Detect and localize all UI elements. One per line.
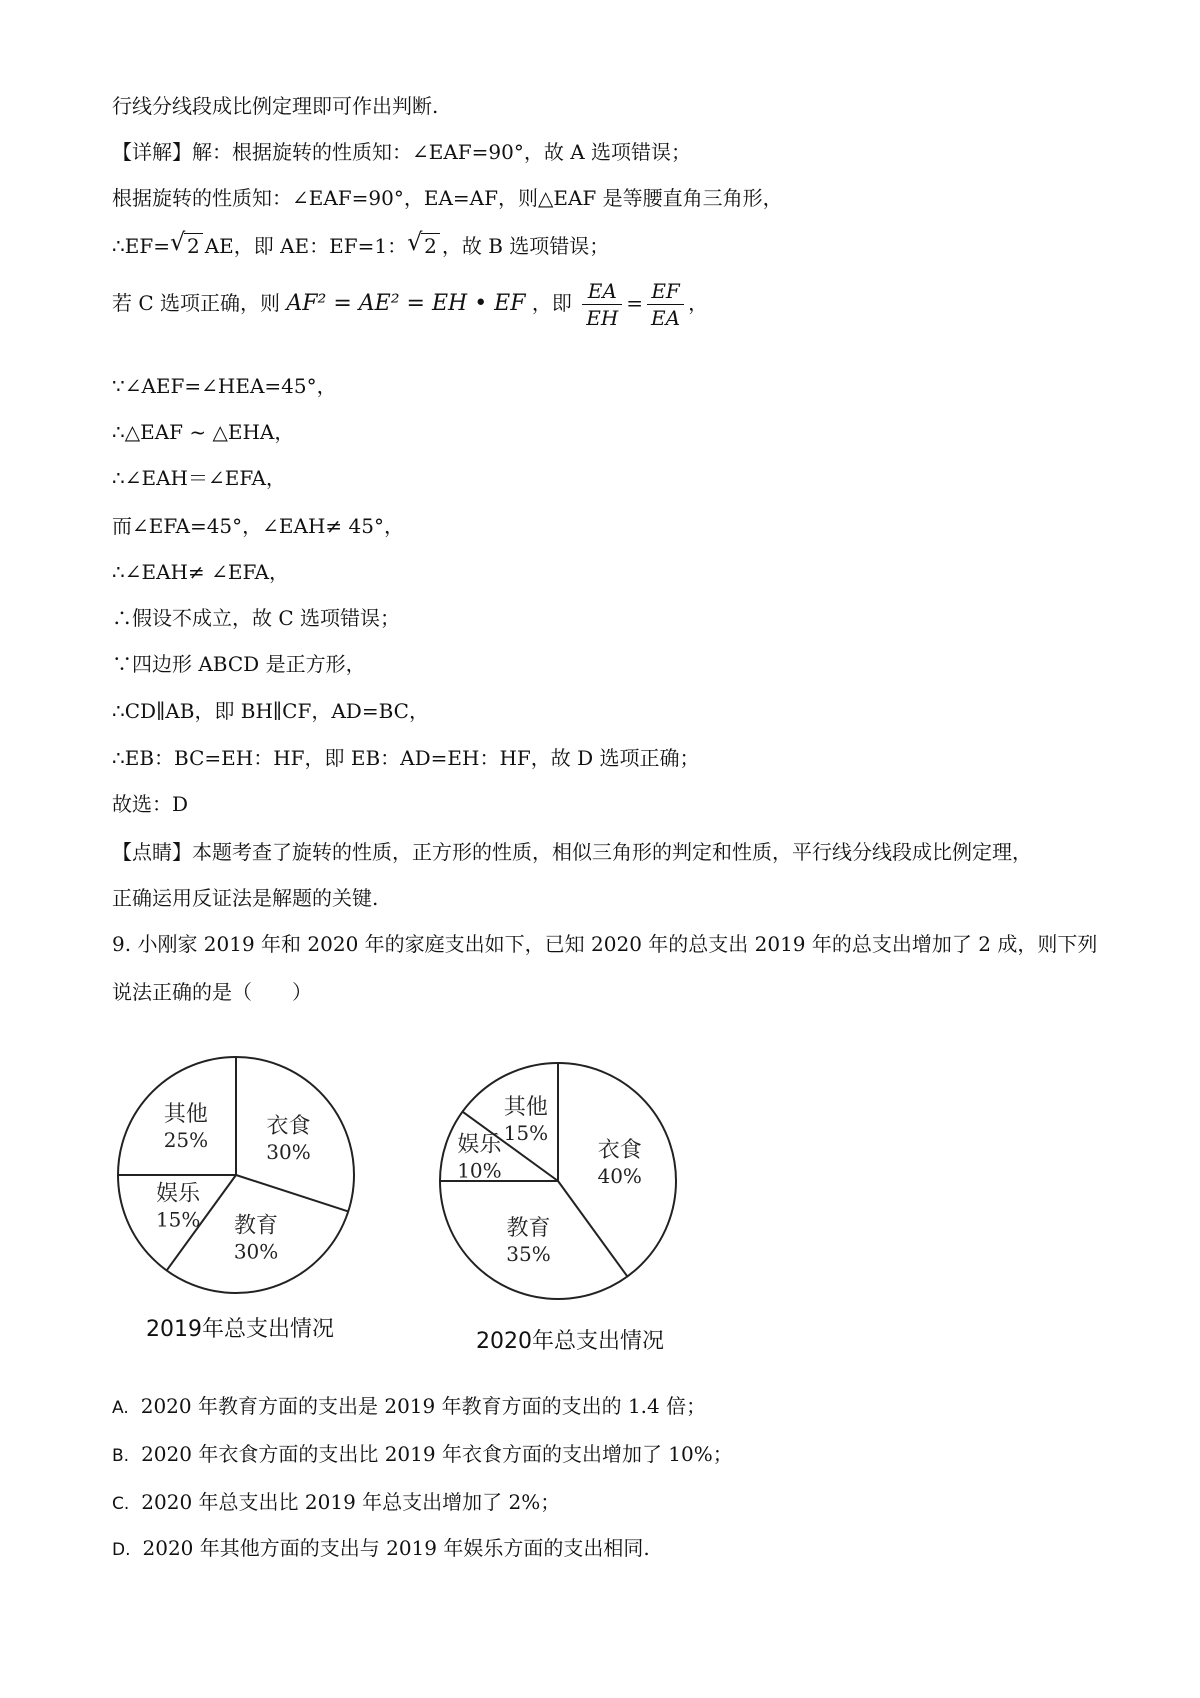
option-text: 2020 年其他方面的支出与 2019 年娱乐方面的支出相同.	[142, 1536, 650, 1560]
text-line: ∴假设不成立，故 C 选项错误；	[112, 606, 401, 630]
pie-slice-percent: 10%	[457, 1158, 502, 1183]
text-line: 【详解】解：根据旋转的性质知：∠EAF=90°，故 A 选项错误；	[112, 140, 692, 164]
question-stem: 说法正确的是（ ）	[112, 980, 312, 1004]
numerator: EF	[647, 278, 684, 305]
option-c	[112, 1488, 560, 1518]
text-fragment: 若 C 选项正确，则	[112, 291, 281, 315]
sqrt-symbol	[172, 232, 203, 260]
text-fragment: ，故 B 选项错误；	[441, 234, 610, 258]
pie-slice-percent: 15%	[503, 1120, 549, 1145]
text-line: ∴∠EAH＝∠EFA，	[112, 466, 286, 490]
pie-slice-label: 娱乐	[156, 1181, 201, 1207]
pie-slice-percent: 30%	[233, 1239, 279, 1264]
option-a	[112, 1392, 706, 1422]
pie-slice-label: 其他	[503, 1094, 548, 1120]
pie-slice-percent: 25%	[163, 1127, 209, 1152]
pie-charts	[100, 1050, 740, 1380]
text-fragment: ∴EF=	[112, 234, 170, 258]
text-fragment: ，	[688, 291, 709, 315]
text-line: 正确运用反证法是解题的关键.	[112, 886, 379, 910]
pie-slice-percent: 35%	[506, 1241, 551, 1266]
fraction	[647, 278, 684, 331]
pie-slice-label: 教育	[234, 1213, 279, 1239]
sqrt-symbol	[409, 232, 440, 260]
pie-slice-percent: 15%	[155, 1207, 201, 1232]
pie-slice-label: 娱乐	[457, 1132, 502, 1158]
pie-slice-label: 衣食	[266, 1113, 311, 1139]
pie-slice-percent: 30%	[266, 1139, 311, 1164]
option-d	[112, 1534, 650, 1564]
text-line: 而∠EFA=45°，∠EAH≠ 45°，	[112, 514, 404, 538]
option-b	[112, 1440, 733, 1470]
text-line: ∵∠AEF=∠HEA=45°，	[112, 374, 337, 398]
text-line-fraction	[112, 276, 708, 331]
option-label: A.	[112, 1398, 129, 1418]
denominator: EA	[651, 306, 681, 330]
chart-title-2020: 2020年总支出情况	[476, 1329, 664, 1354]
option-text: 2020 年衣食方面的支出比 2019 年衣食方面的支出增加了 10%；	[141, 1442, 733, 1466]
text-line: ∴△EAF ~ △EHA，	[112, 420, 295, 444]
pie-slice-percent: 40%	[597, 1163, 642, 1188]
equation: AF² = AE² = EH • EF	[286, 291, 526, 316]
text-line: ∴CD∥AB，即 BH∥CF，AD=BC，	[112, 699, 429, 723]
pie-slice-label: 衣食	[597, 1137, 642, 1163]
sqrt-value: 2	[421, 233, 440, 258]
text-line: 故选：D	[112, 792, 189, 816]
sqrt-value: 2	[184, 233, 203, 258]
text-line: 【点睛】本题考查了旋转的性质，正方形的性质，相似三角形的判定和性质，平行线分线段成比例定理，	[112, 840, 1032, 864]
question-stem: 9. 小刚家 2019 年和 2020 年的家庭支出如下，已知 2020 年的总支出 2019 年的总支出增加了 2 成，则下列	[112, 932, 1098, 956]
text-line: ∵四边形 ABCD 是正方形，	[112, 652, 366, 676]
pie-slice-label: 教育	[506, 1215, 551, 1241]
fraction	[582, 278, 622, 331]
text-line: 根据旋转的性质知：∠EAF=90°，EA=AF，则△EAF 是等腰直角三角形，	[112, 186, 783, 210]
numerator: EA	[582, 278, 622, 305]
option-label: B.	[112, 1446, 130, 1466]
text-line: ∴EB：BC=EH：HF，即 EB：AD=EH：HF，故 D 选项正确；	[112, 746, 700, 770]
text-line: 行线分线段成比例定理即可作出判断.	[112, 94, 439, 118]
option-text: 2020 年教育方面的支出是 2019 年教育方面的支出的 1.4 倍；	[140, 1394, 707, 1418]
denominator: EH	[586, 306, 619, 330]
equals-sign: =	[626, 291, 644, 315]
chart-title-2019: 2019年总支出情况	[146, 1317, 334, 1342]
pie-chart-1	[440, 1063, 676, 1299]
pie-chart-0	[118, 1057, 354, 1293]
option-label: D.	[112, 1540, 131, 1560]
option-label: C.	[112, 1494, 130, 1514]
text-fragment: AE，即 AE：EF=1：	[204, 234, 408, 258]
pie-slice-label: 其他	[163, 1101, 208, 1127]
text-line: ∴∠EAH≠ ∠EFA，	[112, 560, 290, 584]
text-line-sqrt	[112, 232, 609, 260]
option-text: 2020 年总支出比 2019 年总支出增加了 2%；	[141, 1490, 561, 1514]
text-fragment: ，即	[531, 291, 572, 315]
